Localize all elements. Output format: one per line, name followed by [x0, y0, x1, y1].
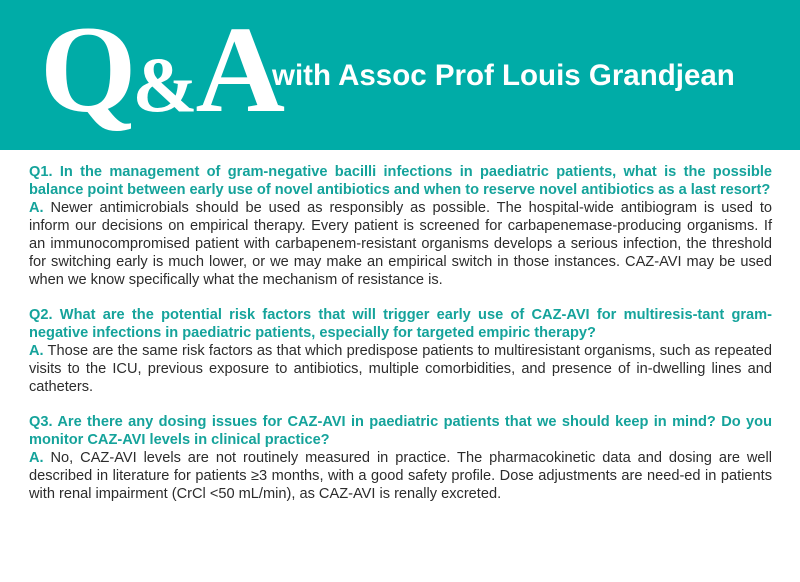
- qa-item-3: [29, 413, 772, 503]
- qa-item-1: [29, 163, 772, 289]
- qa-logo: [40, 1, 283, 138]
- question-text: Q1. In the management of gram-negative bacilli infections in paediatric patients, what is the possible balance point between early use of novel antibiotics and when to reserve novel antibiotics as a last resort?: [29, 164, 772, 198]
- qa-item-2: [29, 306, 772, 396]
- answer-paragraph: [29, 342, 772, 396]
- logo-a: A: [195, 1, 283, 138]
- answer-text: Those are the same risk factors as that which predispose patients to multiresistant organisms, such as repeated visits to the ICU, previous exposure to antibiotics, multiple comorbidities, and presence of in-dwelling lines and catheters.: [29, 343, 772, 395]
- answer-paragraph: [29, 199, 772, 289]
- logo-ampersand: &: [132, 41, 198, 128]
- question-text: Q3. Are there any dosing issues for CAZ-AVI in paediatric patients that we should keep in mind? Do you monitor CAZ-AVI levels in clinical practice?: [29, 414, 772, 448]
- qa-content: [29, 163, 772, 520]
- answer-paragraph: [29, 449, 772, 503]
- page-title: with Assoc Prof Louis Grandjean: [272, 59, 735, 92]
- answer-label: A.: [29, 343, 44, 359]
- answer-text: No, CAZ-AVI levels are not routinely measured in practice. The pharmacokinetic data and dosing are well described in literature for patients ≥3 months, with a good safety profile. Dose adjustments are need-ed in patients with renal impairment (CrCl <50 mL/min), as CAZ-AVI is renally excreted.: [29, 450, 772, 502]
- answer-label: A.: [29, 200, 44, 216]
- answer-text: Newer antimicrobials should be used as responsibly as possible. The hospital-wide antibiogram is used to inform our decisions on empirical therapy. Every patient is screened for carbapenemase-producing organisms. If an immunocompromised patient with carbapenem-resistant organisms develops a serious infection, the threshold for switching early is much lower, or we may make an empirical switch in those instances. CAZ-AVI may be used when we know specifically what the mechanism of resistance is.: [29, 200, 772, 288]
- logo-q: Q: [40, 1, 135, 138]
- header-banner: [0, 0, 800, 150]
- question-text: Q2. What are the potential risk factors that will trigger early use of CAZ-AVI for multiresis-tant gram-negative infections in paediatric patients, especially for targeted empiric therapy?: [29, 307, 772, 341]
- answer-label: A.: [29, 450, 44, 466]
